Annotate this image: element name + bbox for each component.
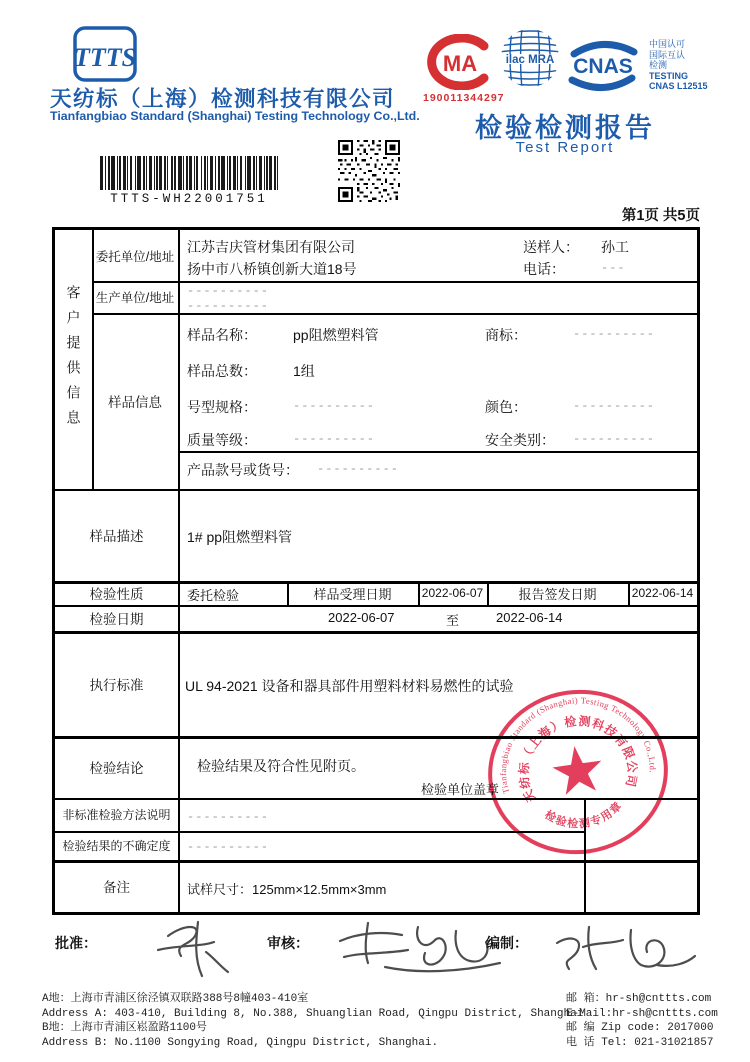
- color-label: 颜色：: [485, 399, 527, 415]
- svg-text:MA: MA: [442, 51, 478, 76]
- divider: [178, 451, 697, 453]
- standard-value: UL 94-2021 设备和器具部件用塑料材料易燃性的试验: [185, 678, 514, 694]
- divider: [92, 313, 697, 315]
- safety-label: 安全类别：: [485, 432, 555, 448]
- style-value: ----------: [317, 462, 400, 476]
- footer-contact-block: [566, 992, 718, 1050]
- received-date-label: 样品受理日期: [313, 586, 392, 602]
- report-title-cn: 检验检测报告: [475, 113, 655, 143]
- issued-date-label: 报告签发日期: [518, 586, 597, 602]
- grade-label: 质量等级：: [187, 432, 257, 448]
- conclusion-value: 检验结果及符合性见附页。: [197, 758, 365, 774]
- issued-date-value: 2022-06-14: [631, 586, 694, 600]
- accreditation-line: 检测: [649, 60, 668, 70]
- seal-text-cn: 天纺标（上海）检测科技有限公司: [516, 713, 640, 805]
- phone-value: ---: [601, 261, 626, 275]
- stamp-caption: 检验单位盖章: [421, 782, 500, 797]
- test-date-label: 检验日期: [89, 612, 144, 627]
- manufacturer-label: 生产单位/地址: [95, 291, 175, 305]
- prepare-signature: [545, 915, 705, 973]
- spec-label: 号型规格：: [187, 399, 257, 415]
- svg-text:检验检测专用章: [541, 797, 628, 836]
- company-seal: [473, 674, 683, 870]
- ilac-mra-logo-icon: [498, 26, 562, 90]
- cma-logo-icon: [424, 34, 492, 90]
- page-indicator: 第1页 共5页: [621, 208, 700, 224]
- seal-star-icon: [550, 743, 605, 796]
- trademark-value: ----------: [573, 327, 656, 341]
- divider: [92, 281, 697, 283]
- sample-total-value: 1组: [293, 363, 315, 379]
- report-title-en: Test Report: [515, 139, 615, 156]
- test-date-from: 2022-06-07: [328, 610, 395, 625]
- svg-text:TTTS: TTTS: [73, 43, 137, 72]
- test-nature-value: 委托检验: [187, 588, 240, 603]
- nonstandard-label: 非标准检验方法说明: [62, 808, 171, 822]
- prepare-label: 编制：: [486, 935, 528, 951]
- review-label: 审核：: [267, 935, 309, 951]
- spec-value: ----------: [293, 399, 376, 413]
- color-value: ----------: [573, 399, 656, 413]
- footer-email-cn: 邮 箱：hr-sh@cnttts.com: [566, 993, 712, 1005]
- style-label: 产品款号或货号：: [187, 462, 299, 478]
- sample-name-value: pp阻燃塑料管: [293, 327, 379, 343]
- entrust-address: 扬中市八桥镇创新大道18号: [187, 261, 357, 277]
- sender-value: 孙工: [601, 239, 629, 255]
- footer-zip: 邮 编 Zip code: 2017000: [566, 1022, 714, 1034]
- trademark-label: 商标：: [485, 327, 527, 343]
- ttts-logo-icon: [72, 25, 138, 83]
- remark-value: 试样尺寸：125mm×12.5mm×3mm: [187, 882, 387, 897]
- sample-total-label: 样品总数：: [187, 363, 257, 379]
- cma-number: 190011344297: [423, 92, 505, 104]
- accreditation-line: 中国认可: [649, 39, 686, 49]
- qr-code: [338, 140, 400, 202]
- barcode-text: TTTS-WH22001751: [110, 192, 268, 206]
- address-b-cn: B地：上海市青浦区崧盈路1100号: [42, 1022, 208, 1034]
- approve-label: 批准：: [55, 935, 97, 951]
- uncertainty-label: 检验结果的不确定度: [62, 839, 171, 853]
- footer-email-en: E-Mail:hr-sh@cnttts.com: [566, 1007, 718, 1020]
- sample-desc-label: 样品描述: [89, 529, 144, 544]
- company-name-cn: 天纺标（上海）检测科技有限公司: [50, 87, 396, 111]
- remark-label: 备注: [103, 880, 130, 895]
- footer-tel: 电 话 Tel: 021-31021857: [566, 1036, 714, 1049]
- barcode-image: [100, 156, 278, 190]
- accreditation-line: CNAS L12515: [649, 81, 708, 91]
- seal-bottom-text: 检验检测专用章: [542, 799, 626, 831]
- nonstandard-value: ----------: [187, 810, 270, 824]
- entrust-label: 委托单位/地址: [95, 249, 175, 264]
- safety-value: ----------: [573, 432, 656, 446]
- accreditation-line: 国际互认: [649, 49, 686, 60]
- accreditation-line: TESTING: [649, 70, 689, 81]
- sample-desc-value: 1# pp阻燃塑料管: [187, 529, 293, 545]
- test-date-word: 至: [446, 613, 460, 628]
- company-name-en: Tianfangbiao Standard (Shanghai) Testing Technology Co.,Ltd.: [50, 109, 420, 123]
- test-nature-label: 检验性质: [89, 587, 144, 602]
- received-date-value: 2022-06-07: [421, 586, 484, 600]
- uncertainty-value: ----------: [187, 840, 270, 854]
- sample-info-label: 样品信息: [108, 395, 162, 410]
- sample-name-label: 样品名称：: [187, 327, 257, 343]
- cnas-logo-icon: [564, 40, 642, 92]
- footer-address-block: [42, 992, 583, 1050]
- divider: [178, 230, 180, 912]
- test-date-to: 2022-06-14: [496, 610, 563, 625]
- phone-label: 电话：: [523, 261, 565, 277]
- standard-label: 执行标准: [89, 677, 144, 693]
- manufacturer-line1: ----------: [187, 284, 270, 298]
- svg-text:ilac MRA: ilac MRA: [505, 54, 555, 66]
- approve-signature: [140, 912, 260, 980]
- address-b-en: Address B: No.1100 Songying Road, Qingpu District, Shanghai.: [42, 1036, 439, 1049]
- client-info-vertical-label: 客户提供信息: [65, 284, 82, 435]
- sender-label: 送样人：: [523, 239, 579, 255]
- accreditation-text: [649, 39, 708, 92]
- grade-value: ----------: [293, 432, 376, 446]
- seal-text-en: Tianfangbiao Standard (Shanghai) Testing Technology Co.,Ltd.: [497, 695, 658, 795]
- svg-text:CNAS: CNAS: [573, 55, 633, 78]
- manufacturer-line2: ----------: [187, 299, 270, 313]
- conclusion-label: 检验结论: [89, 761, 144, 776]
- address-a-cn: A地：上海市青浦区徐泾镇双联路388号8幢403-410室: [42, 993, 309, 1005]
- entrust-name: 江苏吉庆管材集团有限公司: [187, 239, 355, 255]
- address-a-en: Address A: 403-410, Building 8, No.388, Shuanglian Road, Qingpu District, Shanghai: [42, 1007, 584, 1020]
